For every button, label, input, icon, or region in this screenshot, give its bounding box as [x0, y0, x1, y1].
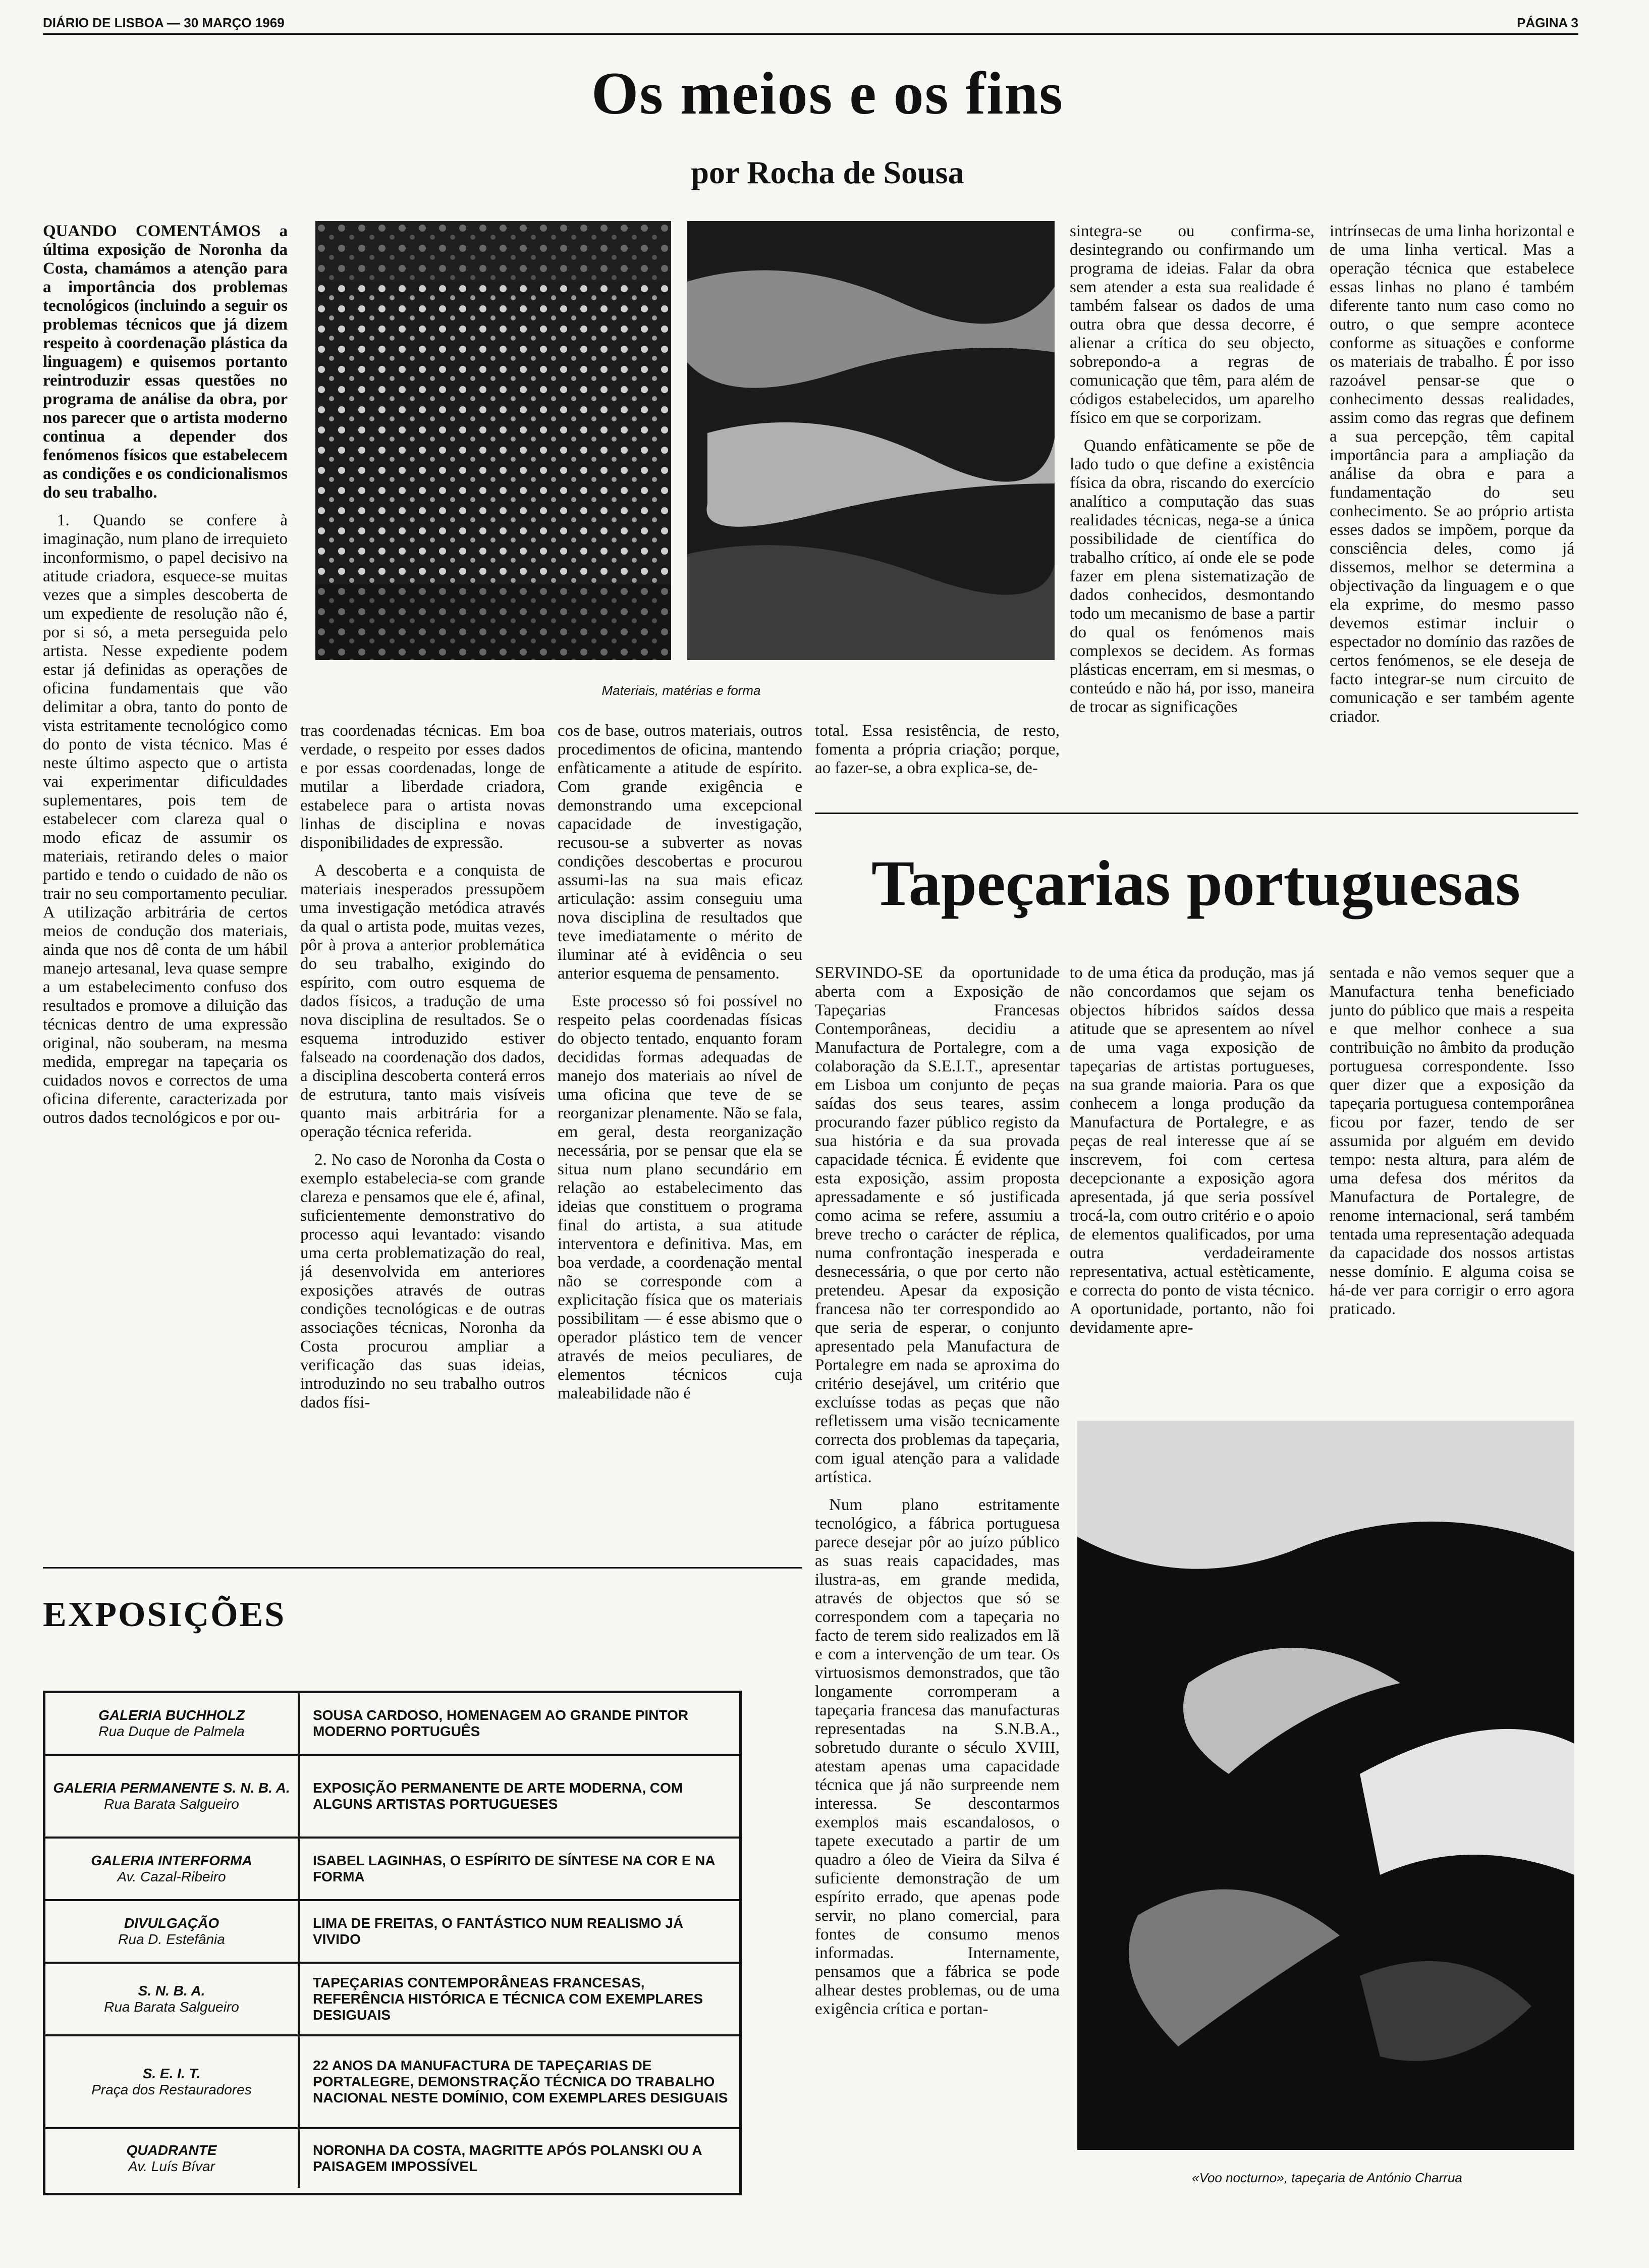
exhibition-description: SOUSA CARDOSO, HOMENAGEM AO GRANDE PINTOR MODERNO PORTUGUÊS [313, 1707, 689, 1739]
article1-column-4 [815, 722, 1060, 797]
gallery-address: Rua Duque de Palmela [98, 1723, 245, 1739]
article1-paragraph: sintegra-se ou confirma-se, desintegrando ou confirmando um programa de ideias. Falar da obra sem atender a esta sua realidade é também falsear os dados de uma outra obra que dessa decorre, é alienar a crítica do seu objecto, sobrepondo-a a regras de comunicação que têm, para além de códigos estabelecidos, um aparelho físico em que se corporizam. [1070, 222, 1314, 427]
gallery-name: GALERIA BUCHHOLZ [98, 1707, 245, 1723]
exhibition-venue [45, 1901, 300, 1962]
exhibition-description: LIMA DE FREITAS, O FANTÁSTICO NUM REALISMO JÁ VIVIDO [313, 1915, 684, 1947]
gallery-name: S. E. I. T. [142, 2066, 201, 2081]
section-divider [815, 813, 1578, 814]
exhibition-description: ISABEL LAGINHAS, O ESPÍRITO DE SÍNTESE NA COR E NA FORMA [313, 1853, 715, 1884]
gallery-name: GALERIA INTERFORMA [91, 1853, 252, 1868]
gallery-name: S. N. B. A. [138, 1983, 205, 1999]
exhibition-row [45, 1839, 739, 1901]
article2-paragraph: Num plano estritamente tecnológico, a fábrica portuguesa parece desejar pôr ao juízo público as suas reais capacidades, mas ilustra-as, em grande medida, através de objectos que só se correspondem com a tapeçaria no facto de terem sido realizados em lã e com a intervenção de um tear. Os virtuosismos demonstrados, que tão longamente corromperam a tapeçaria francesa das manufacturas representadas na S.N.B.A., sobretudo durante o século XVIII, atestam apenas uma capacidade técnica que já não surpreende nem interessa. Se descontarmos exemplos mais escandalosos, o tapete executado a partir de um quadro a óleo de Vieira da Silva é suficiente demonstração de um espírito errado, que apenas pode servir, no plano comercial, para fontes de consumo menos informadas. Internamente, pensamos que a fábrica se pode alhear destes problemas, ou de uma exigência crítica e portan- [815, 1496, 1060, 2018]
article1-lead-paragraph: QUANDO COMENTÁMOS a última exposição de Noronha da Costa, chamámos a atenção para a importância dos problemas tecnológicos (incluindo a seguir os problemas técnicos que já dizem respeito à coordenação plástica da linguagem) e quisemos portanto reintroduzir essas questões no programa de análise da obra, por nos parecer que o artista moderno continua a depender dos fenómenos físicos que estabelecem as condições e os condicionalismos do seu trabalho. [43, 222, 288, 502]
exhibition-venue [45, 1693, 300, 1754]
materials-photo-2 [687, 221, 1055, 660]
article1-column-3 [558, 722, 802, 1567]
section-divider [43, 1567, 802, 1569]
gallery-address: Rua D. Estefânia [118, 1931, 225, 1947]
exhibition-row [45, 1964, 739, 2036]
exhibition-venue [45, 2129, 300, 2188]
exhibition-description: 22 ANOS DA MANUFACTURA DE TAPEÇARIAS DE PORTALEGRE, DEMONSTRAÇÃO TÉCNICA DO TRABALHO NACIONAL NESTE DOMÍNIO, COM EXEMPLARES DESIGUAIS [313, 2058, 728, 2105]
exhibition-venue [45, 1964, 300, 2034]
exhibition-description: NORONHA DA COSTA, MAGRITTE APÓS POLANSKI OU A PAISAGEM IMPOSSÍVEL [313, 2142, 702, 2174]
exhibition-description: EXPOSIÇÃO PERMANENTE DE ARTE MODERNA, COM ALGUNS ARTISTAS PORTUGUESES [313, 1780, 683, 1812]
article-byline: por Rocha de Sousa [691, 154, 964, 190]
gallery-address: Praça dos Restauradores [91, 2082, 252, 2097]
exhibition-venue [45, 1839, 300, 1899]
article1-photo-caption: Materiais, matérias e forma [601, 683, 761, 698]
header-rule [43, 33, 1578, 35]
exhibitions-title: EXPOSIÇÕES [43, 1595, 286, 1634]
article1-paragraph: A descoberta e a conquista de materiais inesperados pressupõem uma investigação metódica através da qual o artista pode, muitas vezes, pôr à prova a anterior problemática do seu trabalho, exigindo do espírito, com outro esquema de dados físicos, a tradução de uma nova disciplina de resultados. Se o esquema introduzido estiver falseado na coordenação dos dados, a disciplina descoberta conterá erros de estrutura, tanto mais visíveis quanto mais arbitrária for a operação técnica referida. [300, 861, 545, 1141]
article1-column-6 [1330, 222, 1574, 797]
gallery-name: QUADRANTE [126, 2142, 217, 2158]
exhibition-row [45, 2036, 739, 2129]
gallery-address: Rua Barata Salgueiro [104, 1999, 239, 2015]
article-title: Os meios e os fins [591, 60, 1064, 127]
article2-photo-caption: «Voo nocturno», tapeçaria de António Charrua [1192, 2170, 1462, 2185]
article2-paragraph: to de uma ética da produção, mas já não concordamos que sejam os objectos híbridos saídos dessa atitude que se apresentem ao nível de uma vaga exposição de tapeçarias de artistas portugueses, na sua grande maioria. Para os que conhecem a longa produção da Manufactura de Portalegre, e as peças de real interesse que aí se inscrevem, foi com certesa decepcionante a exposição agora apresentada, já que seria possível trocá-la, com outro critério e o apoio de elementos qualificados, por uma outra verdadeiramente representativa, actual estèticamente, e correcta do ponto de vista técnico. A oportunidade, portanto, não foi devidamente apre- [1070, 964, 1314, 1337]
newspaper-header-left: DIÁRIO DE LISBOA — 30 MARÇO 1969 [43, 15, 285, 30]
article1-paragraph: tras coordenadas técnicas. Em boa verdade, o respeito por esses dados e por essas coordenadas, longe de mutilar a liberdade criadora, estabelece para o artista novas linhas de disciplina e novas disponibilidades de expressão. [300, 722, 545, 852]
article1-column-2 [300, 722, 545, 1567]
article1-paragraph: Este processo só foi possível no respeito pelas coordenadas físicas do objecto tentado, enquanto foram decididas formas adequadas de manejo dos materiais ao nível de uma oficina que teve de se reorganizar plenamente. Não se fala, em geral, desta reorganização necessária, por se pensar que ela se situa num plano secundário em relação ao estabelecimento das ideias que constituem o programa final do artista, a sua atitude interventora e definitiva. Mas, em boa verdade, a coordenação mental não se corresponde com a explicitação física que os materiais possibilitam — é esse abismo que o operador plástico tem de vencer através de meios peculiares, de elementos técnicos cuja maleabilidade não é [558, 992, 802, 1402]
exhibition-venue [45, 1756, 300, 1837]
article1-column-5 [1070, 222, 1314, 797]
article1-paragraph: total. Essa resistência, de resto, fomenta a própria criação; porque, ao fazer-se, a obra explica-se, de- [815, 722, 1060, 777]
article2-column-1 [815, 964, 1060, 2195]
gallery-address: Av. Cazal-Ribeiro [117, 1869, 226, 1884]
article1-paragraph: 2. No caso de Noronha da Costa o exemplo estabelecia-se com grande clareza e pensamos que ele é, afinal, suficientemente demonstrativo do processo aqui levantado: visando uma certa problematização do real, já desenvolvida em anteriores exposições através de outras condições tecnológicas e de outras associações técnicas, Noronha da Costa procurou ampliar a verificação das suas ideias, introduzindo no seu trabalho outros dados físi- [300, 1151, 545, 1412]
gallery-address: Av. Luís Bívar [128, 2158, 215, 2174]
exhibition-venue [45, 2036, 300, 2127]
gallery-name: DIVULGAÇÃO [124, 1915, 219, 1931]
materials-photo-1 [315, 221, 671, 660]
article1-paragraph: cos de base, outros materiais, outros procedimentos de oficina, mantendo enfàticamente a atitude de espírito. Com grande exigência e demonstrando uma excepcional capacidade de investigação, recusou-se a subverter as novas condições descobertas e procurou assumi-las na sua mais eficaz articulação: assim conseguiu uma nova disciplina de resultados que teve imediatamente o mérito de iluminar até à evidência o seu anterior esquema de pensamento. [558, 722, 802, 983]
article2-title: Tapeçarias portuguesas [871, 847, 1521, 919]
exhibition-description: TAPEÇARIAS CONTEMPORÂNEAS FRANCESAS, REFERÊNCIA HISTÓRICA E TÉCNICA COM EXEMPLARES DESIGUAIS [313, 1975, 703, 2023]
exhibition-row [45, 2129, 739, 2188]
tapestry-photo [1077, 1421, 1574, 2150]
article2-paragraph: SERVINDO-SE da oportunidade aberta com a Exposição de Tapeçarias Francesas Contemporâneas, decidiu a Manufactura de Portalegre, com a colaboração da S.E.I.T., apresentar em Lisboa um conjunto de peças saídas dos seus teares, assim procurando fazer público registo da sua história e da sua provada capacidade técnica. É evidente que esta exposição, assim proposta apressadamente e só justificada como acima se refere, assumiu a breve trecho o carácter de réplica, numa confrontação inesperada e desnecessária, o que por certo não pretendeu. Apesar da exposição francesa não ter correspondido ao que seria de esperar, o conjunto apresentado pela Manufactura de Portalegre em nada se aproxima do critério desejável, um critério que excluísse todas as peças que não refletissem uma visão tecnicamente correcta dos problemas da tapeçaria, com igual atenção para a validade artística. [815, 964, 1060, 1486]
article2-column-2 [1070, 964, 1314, 1408]
gallery-address: Rua Barata Salgueiro [104, 1796, 239, 1812]
page-number: PÁGINA 3 [1517, 15, 1578, 30]
article1-paragraph: intrínsecas de uma linha horizontal e de uma linha vertical. Mas a operação técnica que estabelece essas linhas no plano é também diferente tanto num caso como no outro, o que sempre acontece conforme as situações e conforme os materiais de trabalho. É por isso razoável pensar-se que o conhecimento dessas realidades, assim como das regras que definem a sua percepção, têm capital importância para a ampliação da análise da obra e para a fundamentação do seu conhecimento. Se ao próprio artista esses dados se impõem, porque da consciência deles, como já dissemos, melhor se determina a objectivação da linguagem e o que ela exprime, do mesmo passo devemos estimar incluir o espectador no domínio das razões de certos fenómenos, se ele deseja de facto integrar-se num circuito de comunicação e ser também agente criador. [1330, 222, 1574, 726]
article2-paragraph: sentada e não vemos sequer que a Manufactura tenha beneficiado junto do público que mais a respeita e que melhor conhece a sua contribuição no âmbito da produção portuguesa correspondente. Isso quer dizer que a exposição da tapeçaria portuguesa contemporânea ficou por fazer, tendo de ser assumida por alguém em devido tempo: nesta altura, para além de uma defesa dos méritos da Manufactura de Portalegre, de renome internacional, será também tentada uma representação adequada da capacidade dos nossos artistas nesse domínio. E alguma coisa se há-de ver para corrigir o erro agora praticado. [1330, 964, 1574, 1318]
article1-paragraph: Quando enfàticamente se põe de lado tudo o que define a existência física da obra, riscando do exercício analítico a computação das suas realidades técnicas, nega-se a única possibilidade de científica do trabalho crítico, aí onde ele se pode fazer em plena sistematização de dados conhecidos, desmontando todo um mecanismo de base a partir do qual os fenómenos mais complexos se decidem. As formas plásticas encerram, em si mesmas, o conteúdo e não há, por isso, maneira de trocar as significações [1070, 437, 1314, 716]
article1-column-1 [43, 222, 288, 1567]
article1-paragraph: 1. Quando se confere à imaginação, num plano de irrequieto inconformismo, o papel decisivo na atitude criadora, esquece-se muitas vezes que a simples descoberta de um expediente de resolução não é, por si só, a meta perseguida pelo artista. Nesse expediente podem estar já definidas as operações de oficina fundamentais que vão delimitar a obra, tanto do ponto de vista estritamente tecnológico como do ponto de vista técnico. Mas é neste último aspecto que o artista vai experimentar dificuldades suplementares, pois tem de estabelecer com clareza qual o modo eficaz de assumir os materiais, retirando deles o maior partido e tendo o cuidado de não os trair no seu comportamento peculiar. A utilização arbitrária de certos meios de condução dos materiais, ainda que nos dê conta de um hábil manejo artesanal, leva quase sempre a um estabelecimento confuso dos resultados e promove a diluição das técnicas dentro de uma expressão original, não souberam, na mesma medida, empregar na tapeçaria os cuidados novos e correctos de uma oficina diferente, caracterizada por outros dados tecnológicos e por ou- [43, 511, 288, 1127]
article2-column-3 [1330, 964, 1574, 1408]
gallery-name: GALERIA PERMANENTE S. N. B. A. [53, 1780, 290, 1796]
exhibition-row [45, 1901, 739, 1964]
exhibition-row [45, 1756, 739, 1839]
exhibition-row [45, 1693, 739, 1756]
exhibitions-table [43, 1691, 742, 2195]
